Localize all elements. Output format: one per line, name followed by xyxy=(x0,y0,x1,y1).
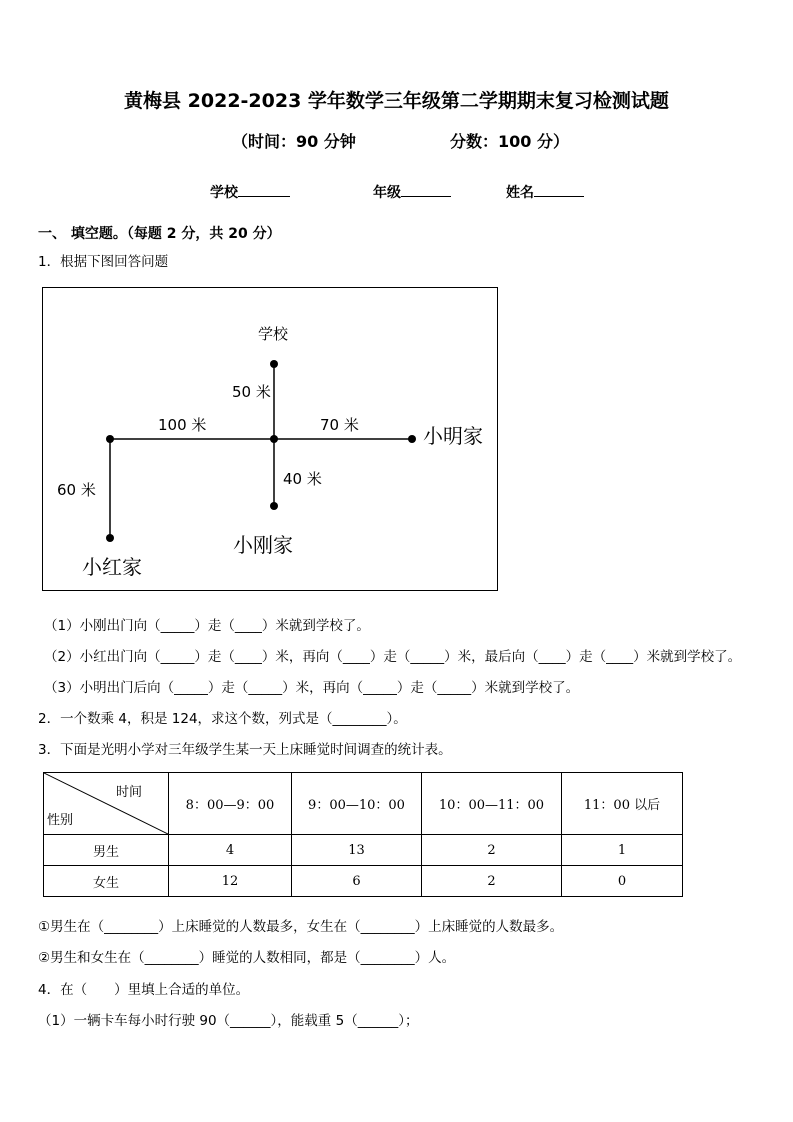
table-row xyxy=(44,835,683,866)
table-row xyxy=(44,866,683,897)
row-label: 男生 xyxy=(44,835,169,866)
question-4-sub1: （1）一辆卡车每小时行驶 90（______），能载重 5（______）； xyxy=(38,1013,419,1029)
exam-time: （时间：90 分钟 xyxy=(232,132,356,151)
column-header: 8：00—9：00 xyxy=(169,773,292,835)
column-header: 11：00 以后 xyxy=(562,773,683,835)
grade-label: 年级 xyxy=(373,185,401,201)
question-3-prompt: 3．下面是光明小学对三年级学生某一天上床睡觉时间调查的统计表。 xyxy=(38,742,452,758)
corner-top-label: 时间 xyxy=(115,785,142,800)
name-blank[interactable] xyxy=(534,182,584,197)
table-cell: 2 xyxy=(422,866,562,897)
distance-school: 50 米 xyxy=(232,383,271,401)
school-point xyxy=(270,360,278,368)
table-cell: 13 xyxy=(292,835,422,866)
west-corner-point xyxy=(106,435,114,443)
distance-east: 70 米 xyxy=(320,416,359,434)
question-2: 2．一个数乘 4，积是 124，求这个数，列式是（________）。 xyxy=(38,711,407,727)
distance-hong: 60 米 xyxy=(57,481,96,499)
question-4-prompt: 4．在（ ）里填上合适的单位。 xyxy=(38,982,250,998)
question-1-prompt: 1．根据下图回答问题 xyxy=(38,254,169,270)
school-blank[interactable] xyxy=(238,182,290,197)
xiaoming-label: 小明家 xyxy=(423,424,483,448)
question-1-sub1: （1）小刚出门向（_____）走（____）米就到学校了。 xyxy=(44,618,370,634)
grade-field xyxy=(373,182,451,202)
xiaogang-point xyxy=(270,502,278,510)
bedtime-table xyxy=(43,772,683,897)
grade-blank[interactable] xyxy=(401,182,451,197)
map-svg xyxy=(43,288,499,592)
question-3-sub2: ②男生和女生在（________）睡觉的人数相同，都是（________）人。 xyxy=(38,950,456,966)
school-field xyxy=(210,182,290,202)
table-cell: 6 xyxy=(292,866,422,897)
section-heading: 一、 填空题。（每题 2 分，共 20 分） xyxy=(38,226,281,242)
table-cell: 12 xyxy=(169,866,292,897)
row-label: 女生 xyxy=(44,866,169,897)
school-label: 学校 xyxy=(210,185,238,201)
name-label: 姓名 xyxy=(506,185,534,201)
xiaohong-label: 小红家 xyxy=(82,555,142,579)
map-diagram xyxy=(42,287,498,591)
name-field xyxy=(506,182,584,202)
exam-score: 分数：100 分） xyxy=(450,132,569,151)
table-cell: 4 xyxy=(169,835,292,866)
xiaogang-label: 小刚家 xyxy=(233,533,293,557)
table-cell: 2 xyxy=(422,835,562,866)
question-1-sub2: （2）小红出门向（_____）走（____）米，再向（____）走（_____）米，最后向（____）走（____）米就到学校了。 xyxy=(44,649,742,665)
xiaohong-point xyxy=(106,534,114,542)
table-header-row xyxy=(44,773,683,835)
column-header: 10：00—11：00 xyxy=(422,773,562,835)
table-corner-cell xyxy=(44,773,169,835)
school-label: 学校 xyxy=(258,325,289,343)
table-cell: 0 xyxy=(562,866,683,897)
distance-west: 100 米 xyxy=(158,416,207,434)
question-1-sub3: （3）小明出门后向（_____）走（_____）米，再向（_____）走（_____）米就到学校了。 xyxy=(44,680,580,696)
question-3-sub1: ①男生在（________）上床睡觉的人数最多，女生在（________）上床睡觉的人数最多。 xyxy=(38,919,564,935)
column-header: 9：00—10：00 xyxy=(292,773,422,835)
corner-bottom-label: 性别 xyxy=(47,813,74,828)
junction-point xyxy=(270,435,278,443)
table-cell: 1 xyxy=(562,835,683,866)
distance-south: 40 米 xyxy=(283,470,322,488)
exam-title: 黄梅县 2022-2023 学年数学三年级第二学期期末复习检测试题 xyxy=(124,90,669,112)
xiaoming-point xyxy=(408,435,416,443)
